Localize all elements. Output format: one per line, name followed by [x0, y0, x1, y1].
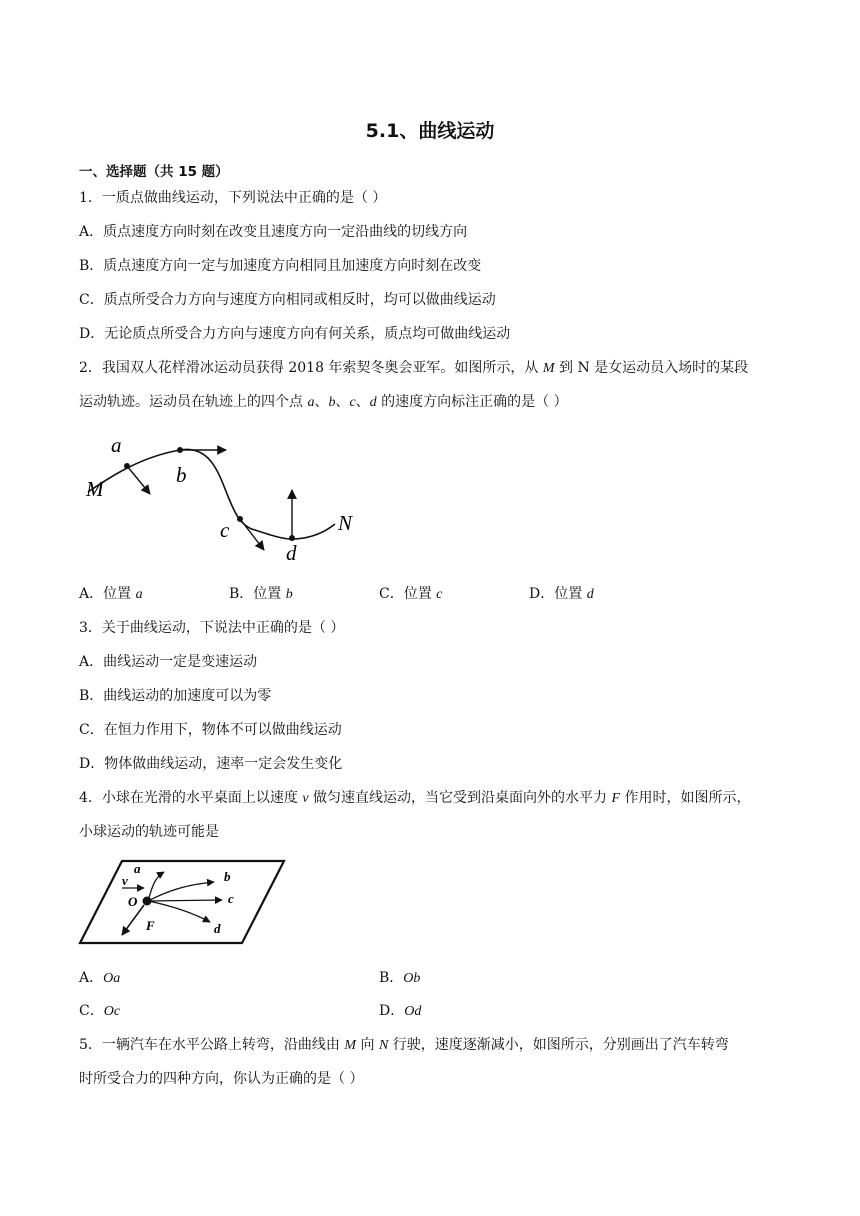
q2-option-d-label: D．位置 [529, 586, 587, 602]
q2-arrow-a [127, 466, 150, 494]
section-heading: 一、选择题（共 15 题） [79, 164, 229, 180]
q2-stem-text: 运动轨迹。运动员在轨迹上的四个点 [79, 394, 308, 410]
q5-stem-text: 5．一辆汽车在水平公路上转弯，沿曲线由 [79, 1037, 345, 1053]
q5-var-M: M [344, 1038, 357, 1053]
q4-var-v: v [302, 791, 309, 806]
q2-var-a: a [307, 395, 315, 410]
q4-option-d-var: Od [404, 1004, 422, 1019]
q4-option-b-var: Ob [403, 971, 421, 986]
q2-label-d: d [286, 541, 297, 565]
q2-trajectory-curve [88, 449, 335, 539]
q4-option-b-label: B． [379, 970, 404, 986]
q4-stem-line2: 小球运动的轨迹可能是 [79, 824, 219, 840]
q2-stem-text: 2．我国双人花样滑冰运动员获得 2018 年索契冬奥会亚军。如图所示，从 [79, 360, 543, 376]
q2-option-c-label: C．位置 [379, 586, 437, 602]
q4-path-c [148, 900, 222, 901]
q2-option-c[interactable] [379, 584, 442, 605]
q4-label-O: O [128, 894, 138, 909]
q2-separator: 、 [314, 394, 329, 410]
q2-stem-line1 [79, 358, 748, 379]
q3-stem: 3．关于曲线运动，下说法中正确的是（ ） [79, 620, 345, 636]
q5-stem-text: 行驶，速度逐渐减小，如图所示，分别画出了汽车转弯 [388, 1037, 729, 1053]
q4-label-v: v [122, 873, 128, 888]
q2-option-b-var: b [285, 587, 293, 602]
q4-label-F: F [146, 918, 155, 933]
q2-arrow-c [240, 519, 264, 550]
q2-option-b[interactable] [229, 584, 293, 605]
q3-option-b[interactable]: B．曲线运动的加速度可以为零 [79, 688, 272, 704]
q4-label-d: d [214, 921, 221, 936]
q2-stem-text: 到 N 是女运动员入场时的某段 [554, 360, 749, 376]
q4-option-d[interactable] [379, 1001, 421, 1022]
q4-ball [143, 897, 152, 906]
q4-stem-text: 做匀速直线运动，当它受到沿桌面向外的水平力 [308, 790, 612, 806]
q2-label-N: N [338, 511, 353, 535]
q2-option-d-var: d [586, 587, 594, 602]
q4-stem-text: 4．小球在光滑的水平桌面上以速度 [79, 790, 303, 806]
q1-stem: 1．一质点做曲线运动，下列说法中正确的是（ ） [79, 190, 387, 206]
q4-option-b[interactable] [379, 968, 420, 989]
q2-option-a[interactable] [79, 584, 143, 605]
q4-stem-line1 [79, 788, 751, 809]
q2-label-b: b [176, 463, 187, 487]
q4-option-c[interactable] [79, 1001, 120, 1022]
q5-stem-line1 [79, 1035, 729, 1056]
q2-var-d: d [369, 395, 377, 410]
q4-option-a-var: Oa [103, 971, 121, 986]
q2-label-M: M [86, 477, 104, 501]
q2-stem-line2 [79, 392, 568, 413]
q2-separator: 、 [335, 394, 350, 410]
q4-path-b [148, 882, 214, 901]
q1-option-d[interactable]: D．无论质点所受合力方向与速度方向有何关系，质点均可做曲线运动 [79, 326, 511, 342]
q5-var-N: N [378, 1038, 389, 1053]
q5-stem-text: 向 [356, 1037, 379, 1053]
q4-label-b: b [224, 869, 231, 884]
q2-var-b: b [328, 395, 336, 410]
q2-trajectory-figure [80, 432, 380, 567]
q3-option-d[interactable]: D．物体做曲线运动，速率一定会发生变化 [79, 756, 343, 772]
q2-option-d[interactable] [529, 584, 594, 605]
q4-option-a[interactable] [79, 968, 120, 989]
q3-option-a[interactable]: A．曲线运动一定是变速运动 [79, 654, 258, 670]
q2-separator: 、 [355, 394, 370, 410]
q2-label-c: c [220, 518, 230, 542]
q4-option-d-label: D． [379, 1003, 405, 1019]
q1-option-c[interactable]: C．质点所受合力方向与速度方向相同或相反时，均可以做曲线运动 [79, 292, 496, 308]
q4-table-figure [78, 858, 288, 946]
q4-label-a: a [134, 861, 141, 876]
q1-option-b[interactable]: B．质点速度方向一定与加速度方向相同且加速度方向时刻在改变 [79, 258, 482, 274]
q2-stem-text: 的速度方向标注正确的是（ ） [376, 394, 568, 410]
q2-var-c: c [349, 395, 356, 410]
q5-stem-line2: 时所受合力的四种方向，你认为正确的是（ ） [79, 1071, 364, 1087]
q4-var-F: F [611, 791, 621, 806]
q4-label-c: c [228, 891, 234, 906]
q2-label-a: a [111, 433, 122, 457]
q4-option-c-label: C． [79, 1003, 104, 1019]
q1-option-a[interactable]: A．质点速度方向时刻在改变且速度方向一定沿曲线的切线方向 [79, 224, 468, 240]
q4-option-a-label: A． [79, 970, 104, 986]
q4-path-d [148, 901, 210, 922]
q2-option-a-label: A．位置 [79, 586, 136, 602]
q2-option-b-label: B．位置 [229, 586, 286, 602]
q2-option-a-var: a [135, 587, 143, 602]
q2-option-c-var: c [436, 587, 443, 602]
q3-option-c[interactable]: C．在恒力作用下，物体不可以做曲线运动 [79, 722, 342, 738]
q2-var-M: M [542, 361, 555, 376]
q4-tabletop [80, 861, 284, 943]
q4-stem-text: 作用时，如图所示， [620, 790, 751, 806]
q4-force-arrow [122, 905, 144, 935]
q4-option-c-var: Oc [103, 1004, 121, 1019]
page-title: 5.1、曲线运动 [365, 120, 495, 142]
